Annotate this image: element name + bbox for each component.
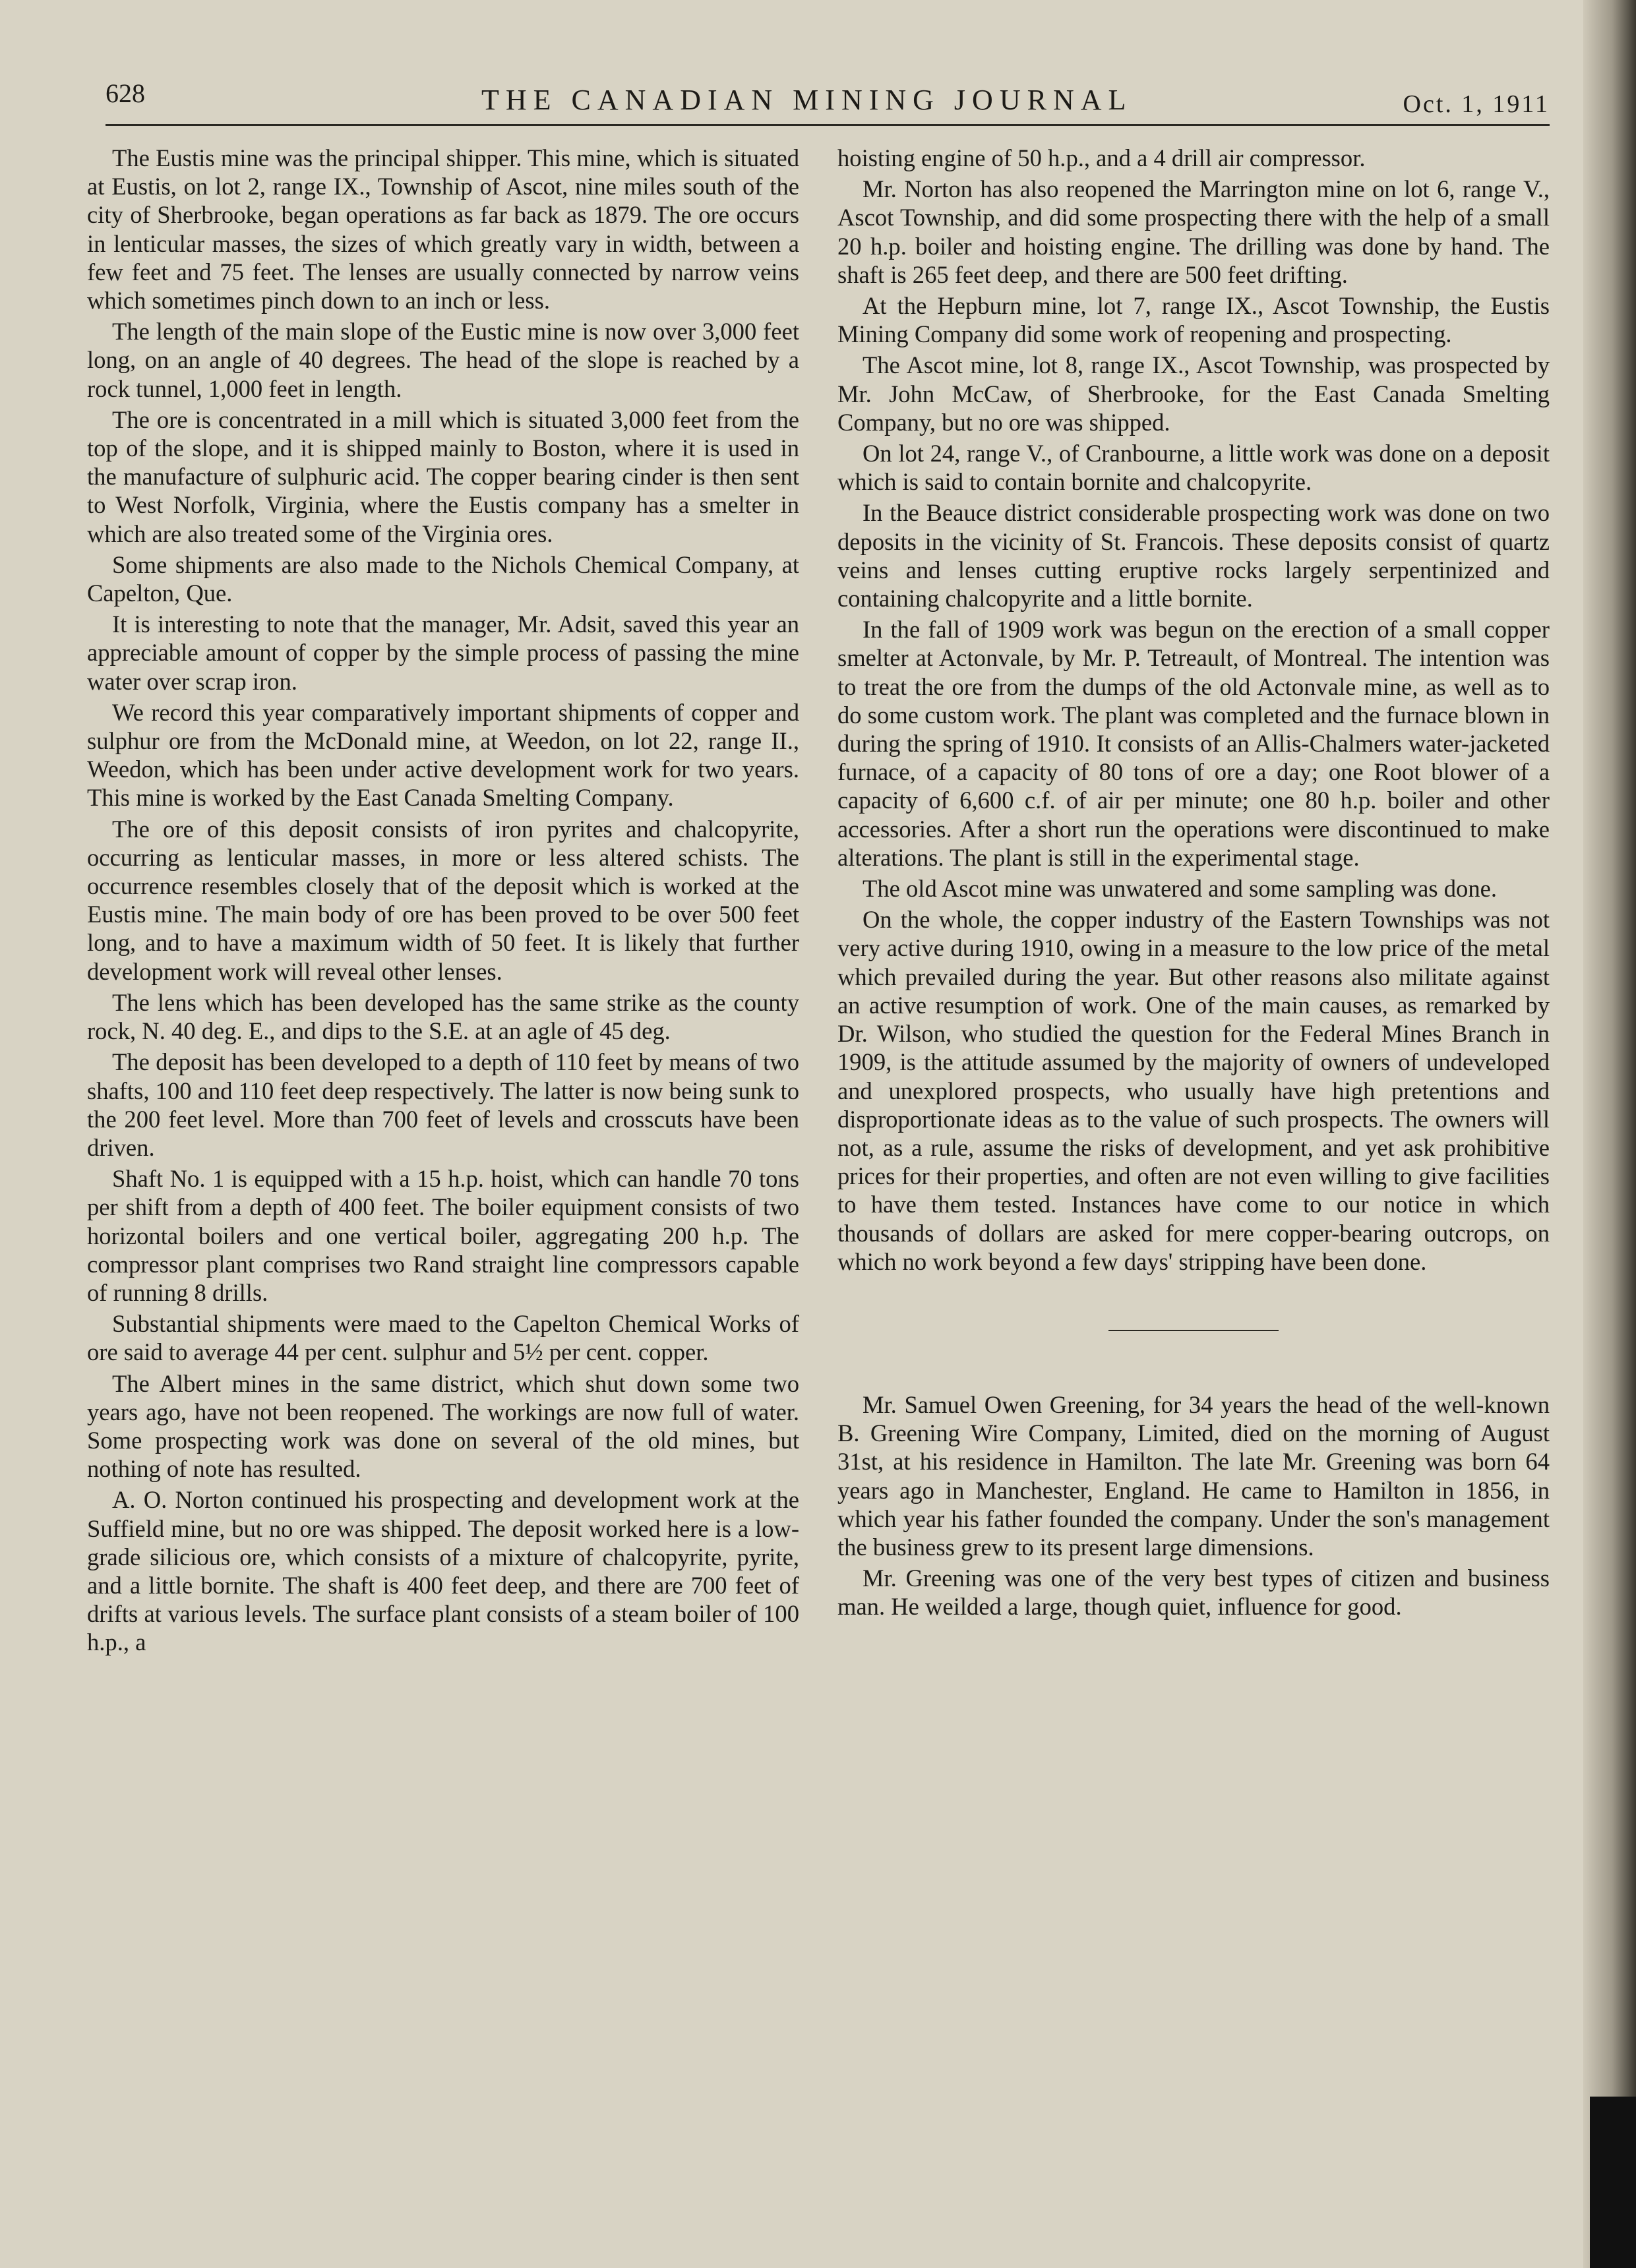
obituary-paragraph: Mr. Samuel Owen Greening, for 34 years the head of the well-known B. Greening Wire Company, Limited, died on the morning of August 31st, at his residence in Hamilton. The late Mr. Greening was born 64 years ago in Manchester, England. He came to Hamilton in 1856, in which year his father founded the company. Under the son's management the business grew to its present large dimensions. bbox=[837, 1390, 1550, 1561]
paragraph: At the Hepburn mine, lot 7, range IX., Ascot Township, the Eustis Mining Company did some work of reopening and prospecting. bbox=[837, 292, 1550, 348]
section-divider bbox=[1108, 1330, 1279, 1331]
page-edge-shadow bbox=[1583, 0, 1636, 2268]
paragraph: The Ascot mine, lot 8, range IX., Ascot Township, was prospected by Mr. John McCaw, of Sherbrooke, for the East Canada Smelting Company, but no ore was shipped. bbox=[837, 351, 1550, 436]
paragraph: The ore is concentrated in a mill which is situated 3,000 feet from the top of the slope, and it is shipped mainly to Boston, where it is used in the manufacture of sulphuric acid. The copper bearing cinder is then sent to West Norfolk, Virginia, where the Eustis company has a smelter in which are also treated some of the Virginia ores. bbox=[87, 405, 799, 547]
paragraph: We record this year comparatively important shipments of copper and sulphur ore from the McDonald mine, at Weedon, on lot 22, range II., Weedon, which has been under active development work for two years. This mine is worked by the East Canada Smelting Company. bbox=[87, 698, 799, 812]
paragraph: Substantial shipments were maed to the Capelton Chemical Works of ore said to average 44 per cent. sulphur and 5½ per cent. copper. bbox=[87, 1310, 799, 1366]
obituary-paragraph: Mr. Greening was one of the very best types of citizen and business man. He weilded a large, though quiet, influence for good. bbox=[837, 1565, 1550, 1621]
left-column bbox=[87, 144, 799, 1659]
paragraph: In the fall of 1909 work was begun on the erection of a small copper smelter at Actonvale, by Mr. P. Tetreault, of Montreal. The intention was to treat the ore from the dumps of the old Actonvale mine, as well as to do some custom work. The plant was completed and the furnace blown in during the spring of 1910. It consists of an Allis-Chalmers water-jacketed furnace, of a capacity of 80 tons of ore a day; one Root blower of a capacity of 6,600 c.f. of air per minute; one 80 h.p. boiler and other accessories. After a short run the operations were discontinued to make alterations. The plant is still in the experimental stage. bbox=[837, 616, 1550, 871]
paragraph: Some shipments are also made to the Nichols Chemical Company, at Capelton, Que. bbox=[87, 551, 799, 607]
page-corner-shadow bbox=[1590, 2097, 1636, 2268]
paragraph: The length of the main slope of the Eustic mine is now over 3,000 feet long, on an angle of 40 degrees. The head of the slope is reached by a rock tunnel, 1,000 feet in length. bbox=[87, 318, 799, 402]
paragraph: The deposit has been developed to a depth of 110 feet by means of two shafts, 100 and 110 feet deep respectively. The latter is now being sunk to the 200 feet level. More than 700 feet of levels and crosscuts have been driven. bbox=[87, 1048, 799, 1161]
paragraph: hoisting engine of 50 h.p., and a 4 drill air compressor. bbox=[837, 144, 1366, 171]
paragraph: Mr. Norton has also reopened the Marrington mine on lot 6, range V., Ascot Township, and did some prospecting there with the help of a small 20 h.p. boiler and hoisting engine. The drilling was done by hand. The shaft is 265 feet deep, and there are 500 feet drifting. bbox=[837, 175, 1550, 288]
paragraph: The lens which has been developed has the same strike as the county rock, N. 40 deg. E., and dips to the S.E. at an agle of 45 deg. bbox=[87, 988, 799, 1045]
paragraph: The old Ascot mine was unwatered and some sampling was done. bbox=[863, 875, 1497, 903]
paragraph: It is interesting to note that the manager, Mr. Adsit, saved this year an appreciable amount of copper by the simple process of passing the mine water over scrap iron. bbox=[87, 611, 799, 695]
page-number: 628 bbox=[106, 78, 145, 108]
paragraph: On the whole, the copper industry of the Eastern Townships was not very active during 1910, owing in a measure to the low price of the metal which prevailed during the year. But other reasons also militate against an active resumption of work. One of the main causes, as remarked by Dr. Wilson, who studied the question for the Federal Mines Branch in 1909, is the attitude assumed by the majority of owners of undeveloped and unexplored prospects, who usually have high pretentions and disproportionate ideas as to the value of such prospects. The owners will not, as a rule, assume the risks of development, and yet ask prohibitive prices for their properties, and often are not even willing to give facilities to have them tested. Instances have come to our notice in which thousands of dollars are asked for mere copper-bearing outcrops, on which no work beyond a few days' stripping have been done. bbox=[837, 906, 1550, 1275]
paragraph: The Albert mines in the same district, which shut down some two years ago, have not been reopened. The workings are now full of water. Some prospecting work was done on several of the old mines, but nothing of note has resulted. bbox=[87, 1369, 799, 1483]
issue-date: Oct. 1, 1911 bbox=[1403, 90, 1550, 118]
right-column bbox=[837, 144, 1550, 1624]
journal-title: THE CANADIAN MINING JOURNAL bbox=[481, 84, 1133, 116]
paragraph: The ore of this deposit consists of iron pyrites and chalcopyrite, occurring as lenticular masses, in more or less altered schists. The occurrence resembles closely that of the deposit which is worked at the Eustis mine. The main body of ore has been proved to be over 500 feet long, and to have a maximum width of 50 feet. It is likely that further development work will reveal other lenses. bbox=[87, 815, 799, 985]
page-header bbox=[106, 71, 1550, 126]
paragraph: In the Beauce district considerable prospecting work was done on two deposits in the vicinity of St. Francois. These deposits consist of quartz veins and lenses cutting eruptive rocks largely serpentinized and containing chalcopyrite and a little bornite. bbox=[837, 499, 1550, 612]
paragraph: A. O. Norton continued his prospecting and development work at the Suffield mine, but no ore was shipped. The deposit worked here is a low-grade silicious ore, which consists of a mixture of chalcopyrite, pyrite, and a little bornite. The shaft is 400 feet deep, and there are 700 feet of drifts at various levels. The surface plant consists of a steam boiler of 100 h.p., a bbox=[87, 1486, 799, 1656]
paragraph: The Eustis mine was the principal shipper. This mine, which is situated at Eustis, on lot 2, range IX., Township of Ascot, nine miles south of the city of Sherbrooke, began operations as far back as 1879. The ore occurs in lenticular masses, the sizes of which greatly vary in width, between a few feet and 75 feet. The lenses are usually connected by narrow veins which sometimes pinch down to an inch or less. bbox=[87, 144, 799, 314]
paragraph: On lot 24, range V., of Cranbourne, a little work was done on a deposit which is said to contain bornite and chalcopyrite. bbox=[837, 440, 1550, 496]
paragraph: Shaft No. 1 is equipped with a 15 h.p. hoist, which can handle 70 tons per shift from a depth of 400 feet. The boiler equipment consists of two horizontal boilers and one vertical boiler, aggregating 200 h.p. The compressor plant comprises two Rand straight line compressors capable of running 8 drills. bbox=[87, 1165, 799, 1306]
